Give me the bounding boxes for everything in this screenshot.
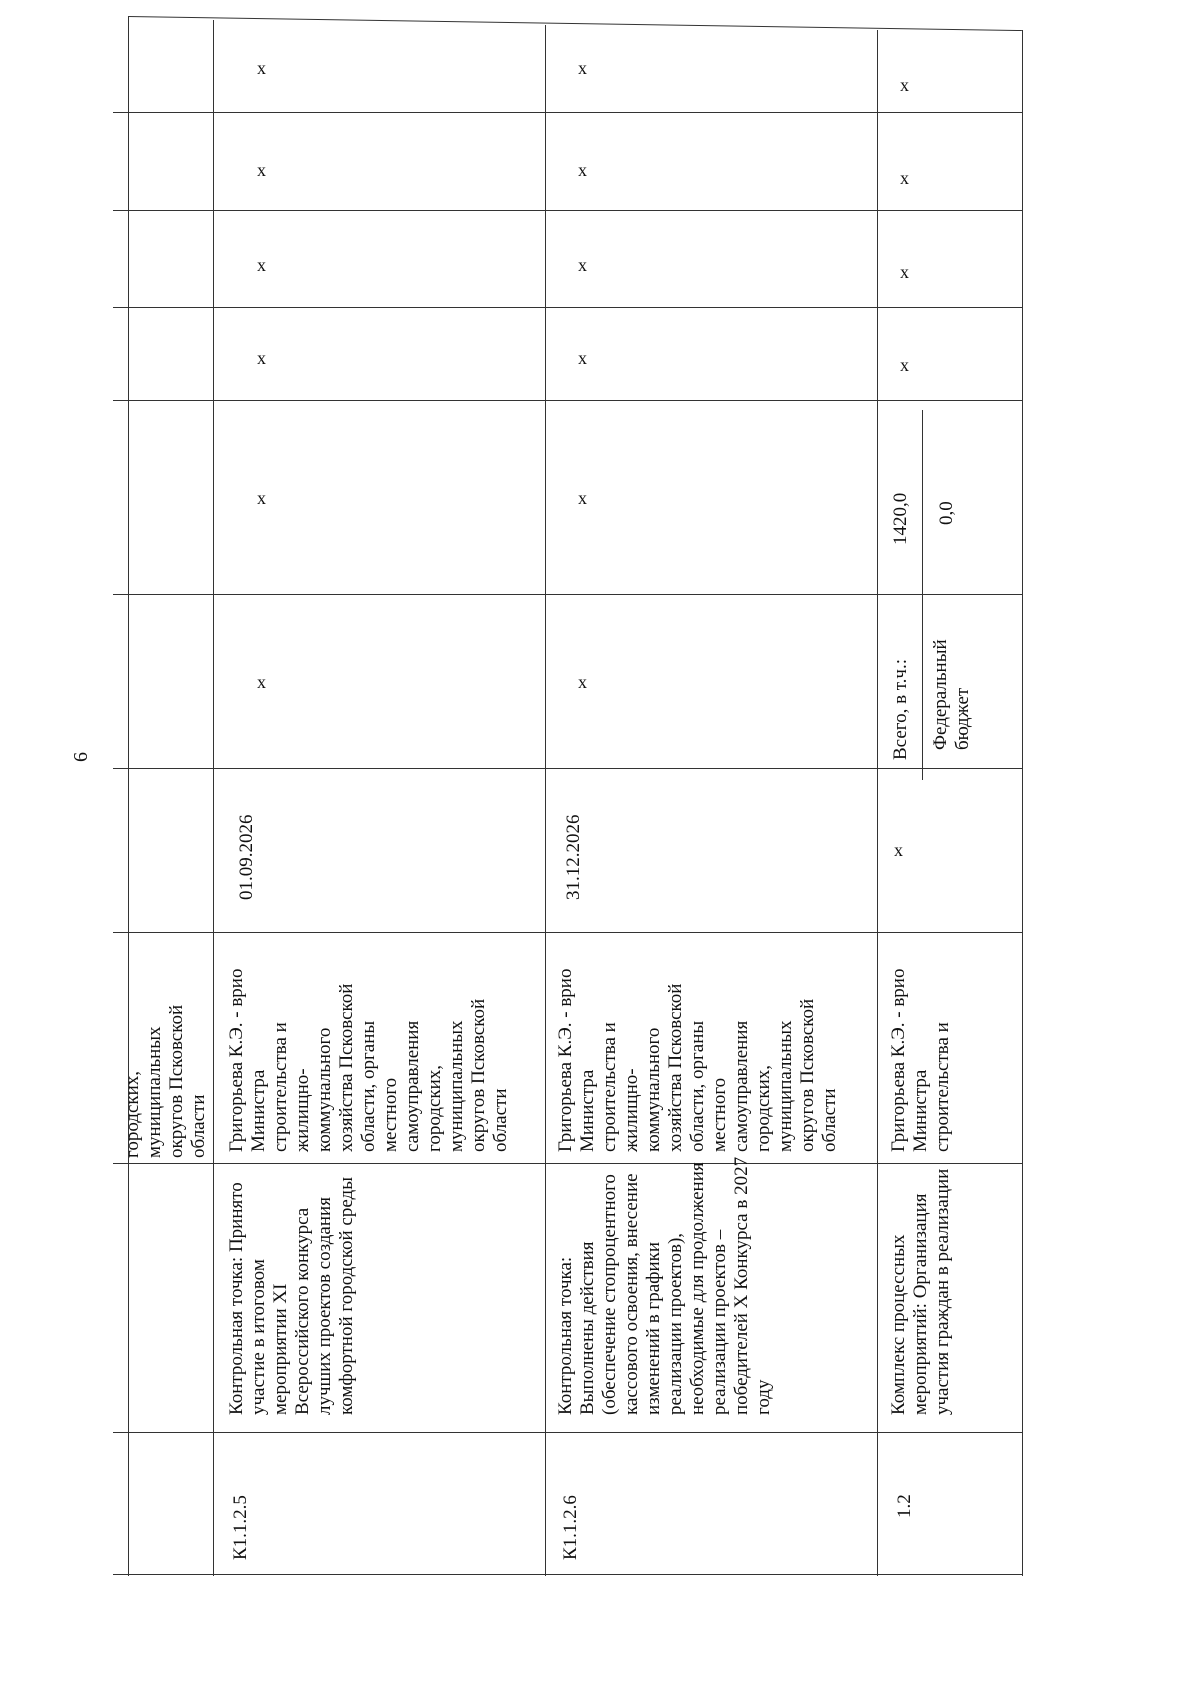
k1126-cell-source: x [578, 672, 587, 692]
r12-cell-c2: x [900, 262, 909, 282]
r12-responsible: Григорьева К.Э. - врио Министра строительства и [888, 968, 953, 1152]
r12-cell-c3: x [900, 168, 909, 188]
page-number: 6 [70, 752, 92, 762]
r12-code: 1.2 [894, 1494, 915, 1518]
k1126-cell-c3: x [578, 160, 587, 180]
k1125-cell-c3: x [257, 160, 266, 180]
r12-source-total: Всего, в т.ч.: [890, 658, 911, 760]
k1125-cell-c1: x [257, 348, 266, 368]
k1126-code: К1.1.2.6 [560, 1495, 581, 1560]
k1125-cell-c2: x [257, 255, 266, 275]
r12-amount-federal: 0,0 [936, 501, 957, 525]
top-row-responsible: городских, муниципальных округов Псковской области [122, 1004, 209, 1158]
k1125-responsible: Григорьева К.Э. - врио Министра строительства и жилищно- коммунального хозяйства Псковской области, органы местного самоуправления городских, муниципальных округов Псковской области [226, 968, 511, 1152]
k1126-name: Контрольная точка: Выполнены действия (обеспечение стопроцентного кассового освоения, внесение изменений в графики реализации проектов), необходимые для продолжения реализации проектов – победителей X Конкурса в 2027 году [555, 1156, 774, 1415]
k1126-cell-amount: x [578, 488, 587, 508]
r12-source-federal: Федеральный бюджет [930, 639, 973, 750]
k1125-name: Контрольная точка: Принято участие в итоговом мероприятии XI Всероссийского конкурса лучших проектов создания комфортной городской среды [226, 1177, 357, 1415]
r12-amount-total: 1420,0 [890, 492, 911, 545]
k1126-cell-c4: x [578, 58, 587, 78]
k1125-date: 01.09.2026 [236, 814, 257, 900]
k1125-cell-c4: x [257, 58, 266, 78]
k1125-cell-source: x [257, 672, 266, 692]
k1125-cell-amount: x [257, 488, 266, 508]
k1126-cell-c2: x [578, 255, 587, 275]
r12-name: Комплекс процессных мероприятий: Организация участия граждан в реализации [888, 1168, 953, 1415]
r12-cell-c1: x [900, 355, 909, 375]
r12-cell-c4: x [900, 75, 909, 95]
k1125-code: К1.1.2.5 [230, 1495, 251, 1560]
k1126-date: 31.12.2026 [563, 814, 584, 900]
r12-date: x [894, 840, 903, 860]
k1126-responsible: Григорьева К.Э. - врио Министра строительства и жилищно- коммунального хозяйства Псковской области, органы местного самоуправления городских, муниципальных округов Псковской области [555, 968, 840, 1152]
k1126-cell-c1: x [578, 348, 587, 368]
